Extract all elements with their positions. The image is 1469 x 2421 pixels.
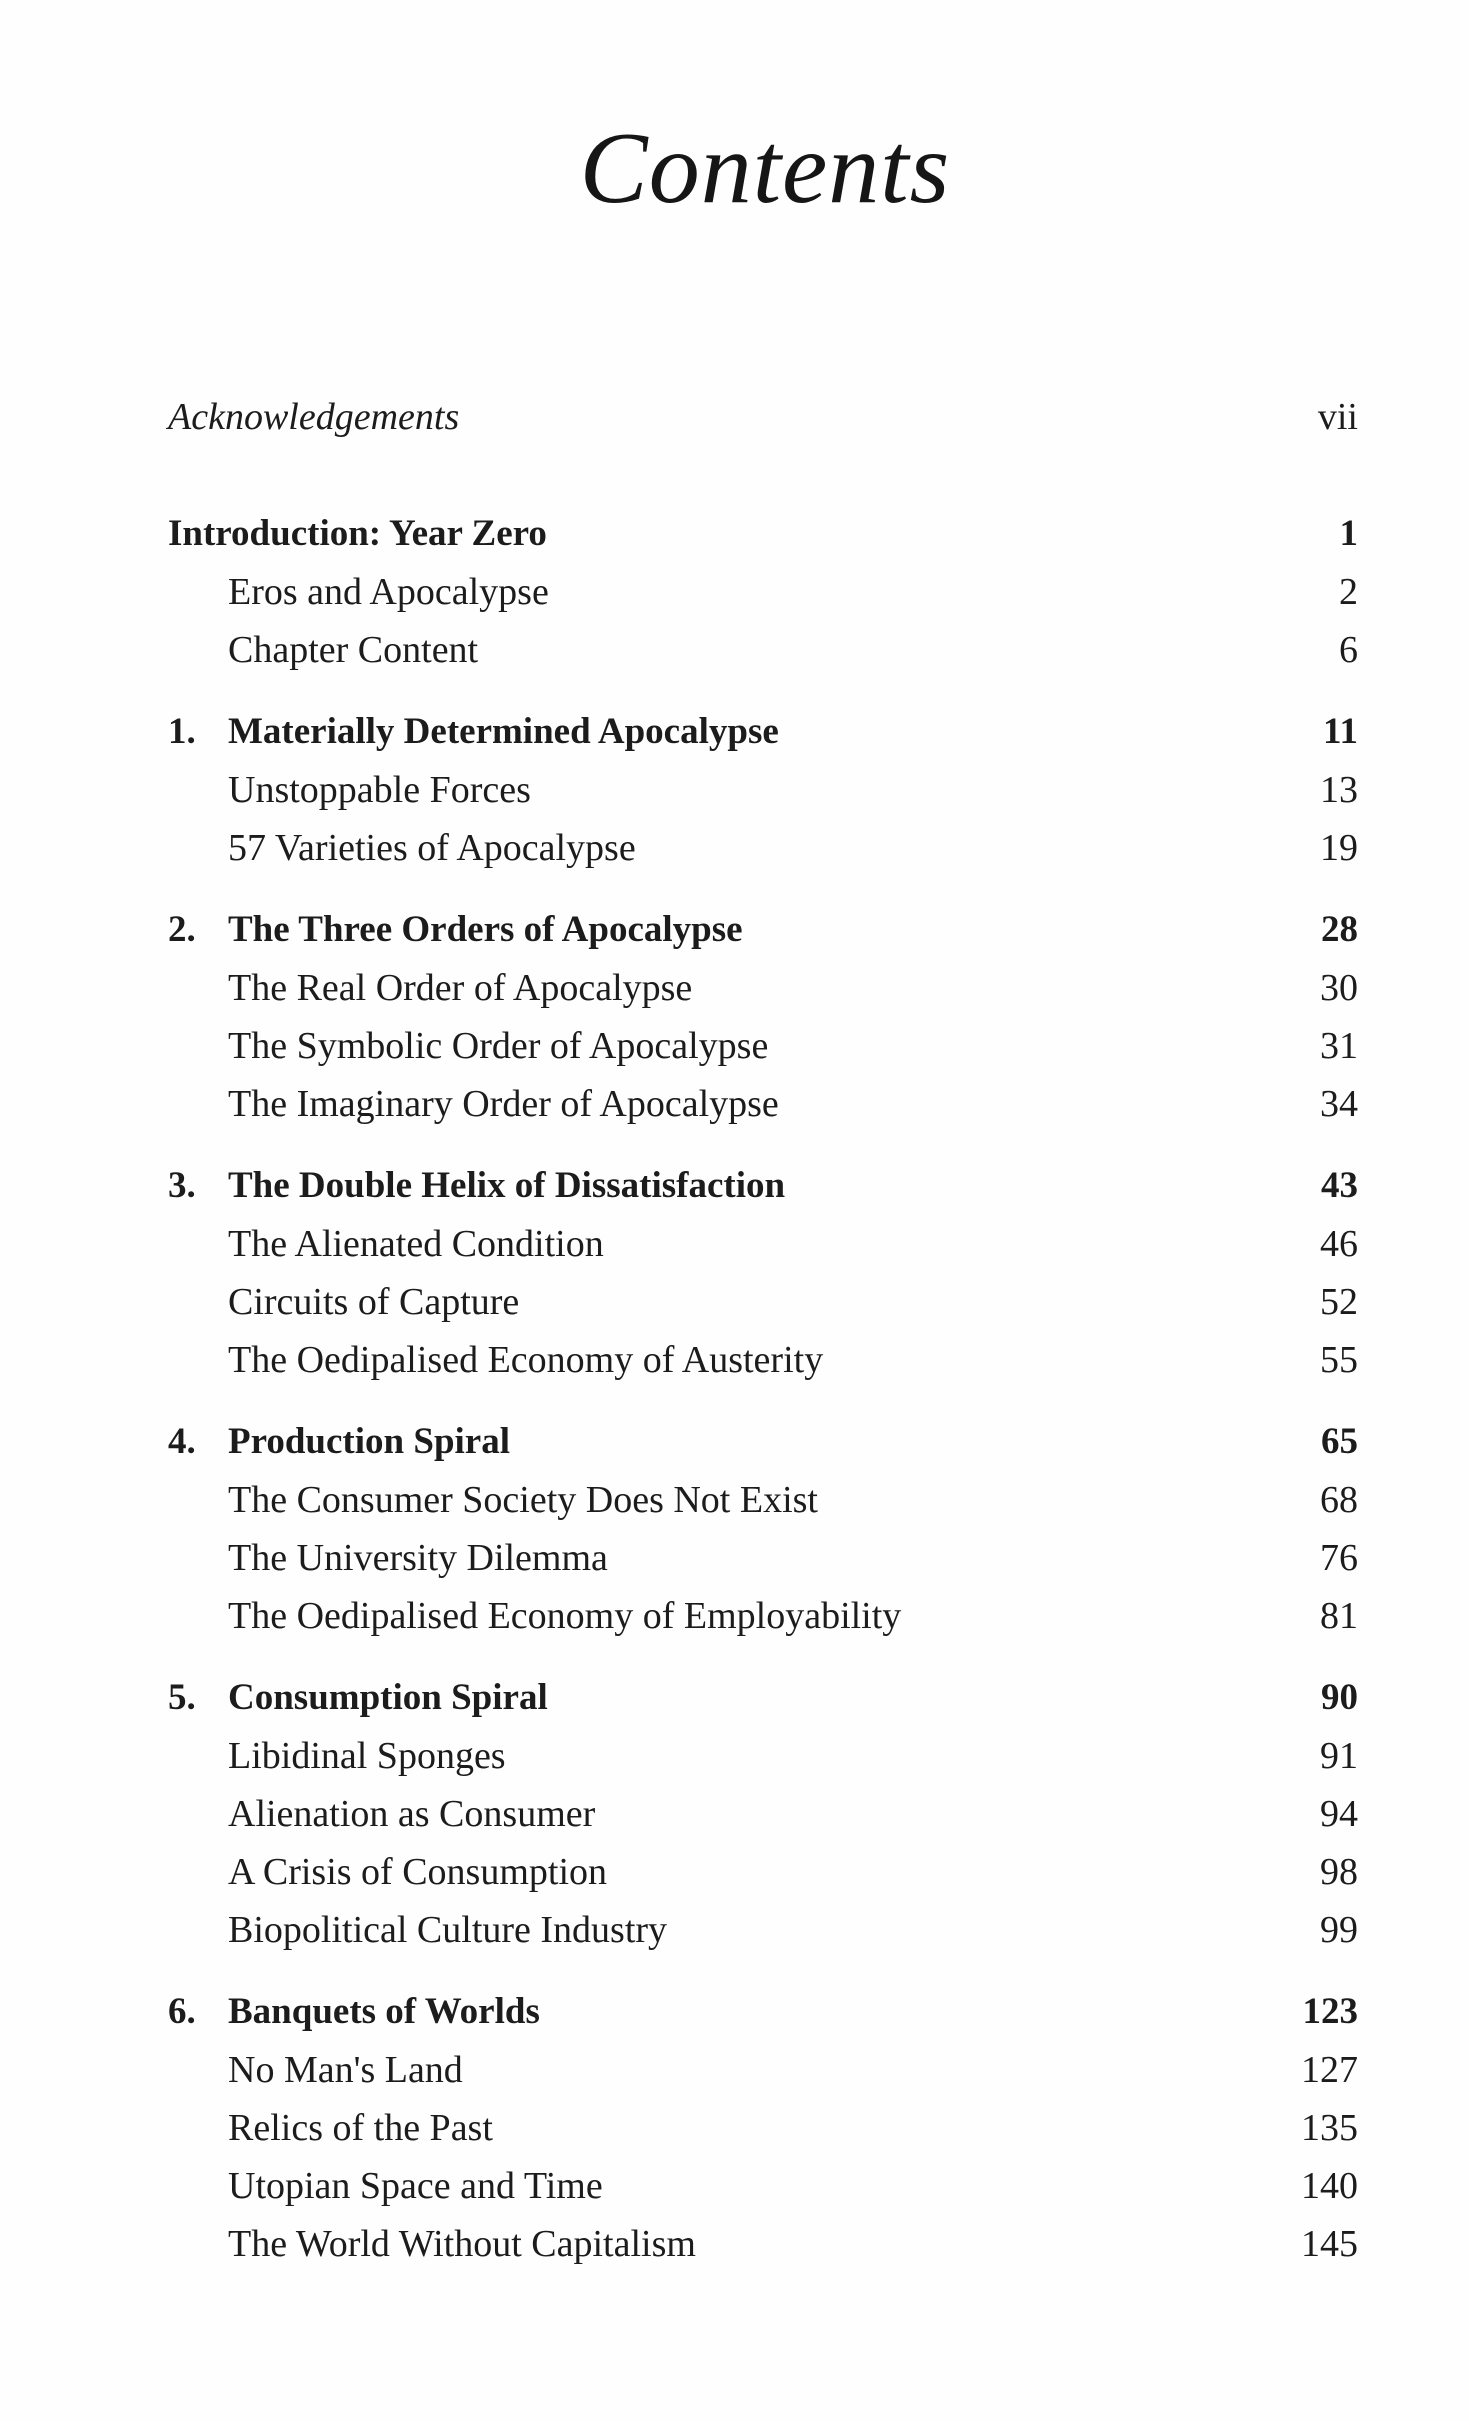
chapter-number: 1. [168, 711, 196, 752]
toc-section-label: The World Without Capitalism [228, 2223, 696, 2265]
toc-page-number: 6 [1339, 629, 1358, 671]
toc-page-number: 145 [1301, 2223, 1358, 2265]
toc-page-number: 46 [1320, 1223, 1358, 1265]
toc-entry-introduction[interactable] [168, 512, 1358, 562]
toc-chapter-1[interactable] [168, 710, 1358, 760]
toc-page-number: 140 [1301, 2165, 1358, 2207]
toc-section[interactable] [168, 2164, 1358, 2214]
toc-page-number: 30 [1320, 967, 1358, 1009]
toc-page-number: 127 [1301, 2049, 1358, 2091]
toc-page-number: 34 [1320, 1083, 1358, 1125]
toc-page-number: 68 [1320, 1479, 1358, 1521]
toc-page-number: 94 [1320, 1793, 1358, 1835]
toc-section-label: The Oedipalised Economy of Employability [228, 1595, 902, 1637]
toc-page-number: 43 [1321, 1165, 1358, 1206]
toc-section-label: Unstoppable Forces [228, 769, 531, 811]
toc-chapter-6[interactable] [168, 1990, 1358, 2040]
toc-section[interactable] [168, 768, 1358, 818]
toc-page-number: 19 [1320, 827, 1358, 869]
chapter-number: 4. [168, 1421, 196, 1462]
toc-page-number: 98 [1320, 1851, 1358, 1893]
toc-section-label: A Crisis of Consumption [228, 1851, 607, 1893]
page-title: Contents [579, 112, 951, 225]
toc-section-label: Alienation as Consumer [228, 1793, 596, 1835]
toc-page-number: 13 [1320, 769, 1358, 811]
chapter-title: The Double Helix of Dissatisfaction [228, 1165, 786, 1206]
toc-page-number: 65 [1321, 1421, 1358, 1462]
toc-page-number: 81 [1320, 1595, 1358, 1637]
toc-section-label: Circuits of Capture [228, 1281, 520, 1323]
toc-entry-label: Introduction: Year Zero [168, 513, 547, 554]
toc-section[interactable] [168, 1338, 1358, 1388]
toc-section-label: The Alienated Condition [228, 1223, 604, 1265]
toc-section-label: Libidinal Sponges [228, 1735, 506, 1777]
toc-entry-acknowledgements[interactable] [168, 395, 1358, 445]
toc-chapter-3[interactable] [168, 1164, 1358, 1214]
toc-section[interactable] [168, 2222, 1358, 2272]
chapter-number: 2. [168, 909, 196, 950]
toc-page-number: 91 [1320, 1735, 1358, 1777]
chapter-title: Production Spiral [228, 1421, 510, 1462]
toc-chapter-5[interactable] [168, 1676, 1358, 1726]
toc-page-number: vii [1317, 396, 1358, 438]
toc-section-label: The Oedipalised Economy of Austerity [228, 1339, 824, 1381]
chapter-number: 6. [168, 1991, 196, 2032]
toc-page-number: 135 [1301, 2107, 1358, 2149]
chapter-number: 3. [168, 1165, 196, 1206]
toc-entry-label: Acknowledgements [168, 396, 460, 438]
toc-section[interactable] [168, 1082, 1358, 1132]
toc-page-number: 1 [1339, 513, 1358, 554]
toc-page-number: 123 [1302, 1991, 1358, 2032]
toc-chapter-4[interactable] [168, 1420, 1358, 1470]
toc-section-label: The University Dilemma [228, 1537, 608, 1579]
toc-section[interactable] [168, 628, 1358, 678]
chapter-title: The Three Orders of Apocalypse [228, 909, 743, 950]
toc-section[interactable] [168, 1908, 1358, 1958]
toc-section[interactable] [168, 2048, 1358, 2098]
toc-section[interactable] [168, 1478, 1358, 1528]
toc-page-number: 28 [1321, 909, 1358, 950]
chapter-number: 5. [168, 1677, 196, 1718]
toc-section[interactable] [168, 1222, 1358, 1272]
toc-section[interactable] [168, 570, 1358, 620]
toc-section[interactable] [168, 1280, 1358, 1330]
toc-page-number: 31 [1320, 1025, 1358, 1067]
toc-page-number: 2 [1339, 571, 1358, 613]
toc-page-number: 11 [1323, 711, 1358, 752]
toc-section[interactable] [168, 1850, 1358, 1900]
toc-page-number: 55 [1320, 1339, 1358, 1381]
chapter-title: Consumption Spiral [228, 1677, 548, 1718]
chapter-title: Banquets of Worlds [228, 1991, 540, 2032]
toc-section[interactable] [168, 826, 1358, 876]
toc-section-label: Utopian Space and Time [228, 2165, 603, 2207]
toc-section-label: No Man's Land [228, 2049, 463, 2091]
toc-section-label: Relics of the Past [228, 2107, 493, 2149]
toc-section-label: The Symbolic Order of Apocalypse [228, 1025, 769, 1067]
toc-section[interactable] [168, 966, 1358, 1016]
toc-page-number: 76 [1320, 1537, 1358, 1579]
toc-chapter-2[interactable] [168, 908, 1358, 958]
toc-section[interactable] [168, 1594, 1358, 1644]
toc-page-number: 90 [1321, 1677, 1358, 1718]
chapter-title: Materially Determined Apocalypse [228, 711, 779, 752]
toc-page-number: 52 [1320, 1281, 1358, 1323]
toc-section[interactable] [168, 2106, 1358, 2156]
toc-section-label: The Consumer Society Does Not Exist [228, 1479, 818, 1521]
toc-section[interactable] [168, 1734, 1358, 1784]
toc-section-label: Eros and Apocalypse [228, 571, 549, 613]
toc-section[interactable] [168, 1024, 1358, 1074]
toc-section-label: The Real Order of Apocalypse [228, 967, 693, 1009]
toc-section-label: Biopolitical Culture Industry [228, 1909, 668, 1951]
toc-section-label: 57 Varieties of Apocalypse [228, 827, 636, 869]
toc-page-number: 99 [1320, 1909, 1358, 1951]
toc-section-label: The Imaginary Order of Apocalypse [228, 1083, 779, 1125]
toc-section[interactable] [168, 1792, 1358, 1842]
toc-section-label: Chapter Content [228, 629, 479, 671]
toc-section[interactable] [168, 1536, 1358, 1586]
